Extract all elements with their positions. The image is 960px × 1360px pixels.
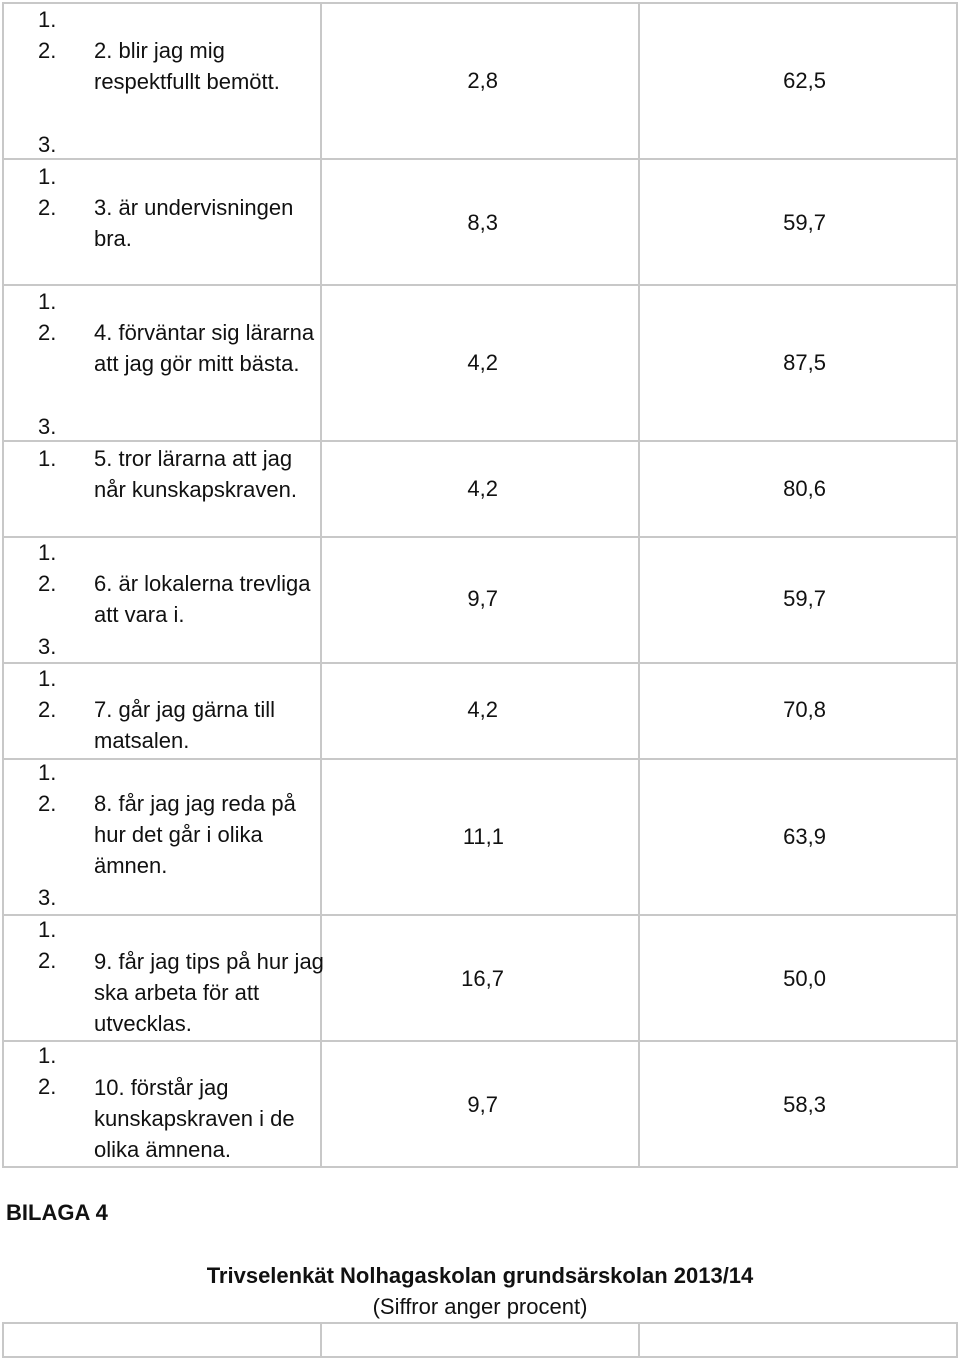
value-cell: 16,7 [461, 966, 504, 991]
row-divider [2, 158, 958, 160]
question-text: 7. går jag gärna till matsalen. [94, 697, 275, 753]
list-number: 3. [38, 414, 57, 439]
list-number: 1. [38, 917, 57, 942]
list-number: 2. [38, 38, 57, 63]
table-border-top [2, 2, 958, 4]
list-number: 3. [38, 132, 57, 157]
value-cell: 8,3 [467, 210, 498, 235]
value-cell: 4,2 [467, 350, 498, 375]
question-text: 9. får jag tips på hur jag ska arbeta för att utvecklas. [94, 949, 324, 1036]
value-cell: 4,2 [467, 476, 498, 501]
question-text: 3. är undervisningen bra. [94, 195, 294, 251]
list-number: 2. [38, 320, 57, 345]
value-cell: 9,7 [467, 1092, 498, 1117]
value-cell: 59,7 [783, 210, 826, 235]
list-number: 1. [38, 164, 57, 189]
row-divider [2, 1040, 958, 1042]
list-number: 1. [38, 540, 57, 565]
page-subtitle: (Siffror anger procent) [372, 1294, 588, 1319]
list-number: 1. [38, 7, 57, 32]
question-text: 10. förstår jag kunskapskraven i de olika ämnena. [94, 1075, 295, 1162]
list-number: 2. [38, 1074, 57, 1099]
value-cell: 2,8 [467, 68, 498, 93]
empty-row-divider-1 [320, 1322, 322, 1358]
row-divider [2, 758, 958, 760]
row-divider [2, 440, 958, 442]
row-divider [2, 536, 958, 538]
value-cell: 62,5 [783, 68, 826, 93]
value-cell: 59,7 [783, 586, 826, 611]
list-number: 1. [38, 1043, 57, 1068]
row-divider [2, 662, 958, 664]
empty-row-border-left [2, 1322, 4, 1358]
question-text: 8. får jag jag reda på hur det går i olika ämnen. [94, 791, 296, 878]
question-text: 4. förväntar sig lärarna att jag gör mitt bästa. [94, 320, 315, 376]
list-number: 2. [38, 948, 57, 973]
empty-row-divider-2 [638, 1322, 640, 1358]
list-number: 2. [38, 571, 57, 596]
value-cell: 4,2 [467, 697, 498, 722]
appendix-label: BILAGA 4 [6, 1200, 108, 1225]
list-number: 1. [38, 666, 57, 691]
page-title: Trivselenkät Nolhagaskolan grundsärskolan 2013/14 [206, 1263, 754, 1288]
question-text: 5. tror lärarna att jag når kunskapskraven. [94, 446, 297, 502]
value-cell: 50,0 [783, 966, 826, 991]
value-cell: 87,5 [783, 350, 826, 375]
list-number: 1. [38, 760, 57, 785]
value-cell: 58,3 [783, 1092, 826, 1117]
value-cell: 80,6 [783, 476, 826, 501]
table-border-right [956, 2, 958, 1168]
list-number: 1. [38, 446, 57, 471]
row-divider [2, 914, 958, 916]
list-number: 2. [38, 791, 57, 816]
question-text: 2. blir jag mig respektfullt bemött. [94, 38, 280, 94]
empty-row-border-top [2, 1322, 958, 1324]
value-cell: 70,8 [783, 697, 826, 722]
list-number: 1. [38, 289, 57, 314]
value-cell: 9,7 [467, 586, 498, 611]
question-text: 6. är lokalerna trevliga att vara i. [94, 571, 311, 627]
value-cell: 63,9 [783, 824, 826, 849]
value-cell: 11,1 [462, 824, 504, 849]
empty-row-border-bottom [2, 1356, 958, 1358]
list-number: 3. [38, 634, 57, 659]
table-border-bottom [2, 1166, 958, 1168]
column-divider-2 [638, 2, 640, 1168]
list-number: 2. [38, 697, 57, 722]
list-number: 3. [38, 885, 57, 910]
table-border-left [2, 2, 4, 1168]
row-divider [2, 284, 958, 286]
empty-row-border-right [956, 1322, 958, 1358]
list-number: 2. [38, 195, 57, 220]
